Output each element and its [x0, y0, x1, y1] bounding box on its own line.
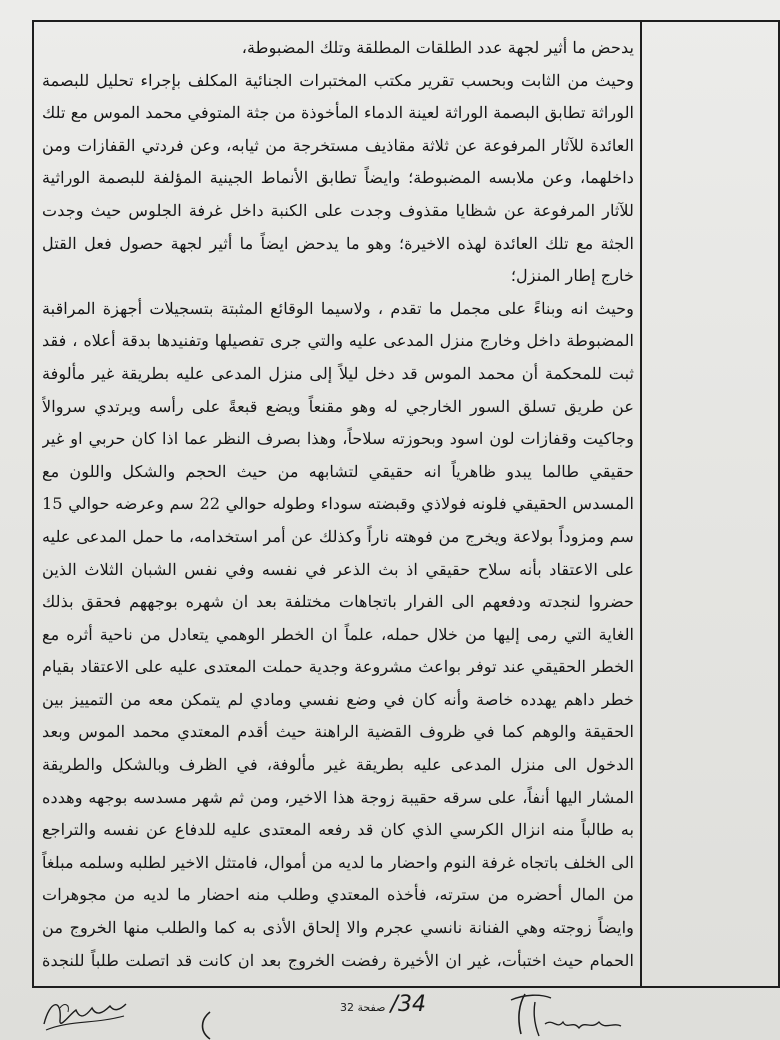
margin-rule: [640, 20, 642, 988]
signature-left: [40, 990, 130, 1036]
paragraph-2: وحيث من الثابت وبحسب تقرير مكتب المختبرات الجنائية المكلف بإجراء تحليل للبصمة الوراثة تطابق البصمة الوراثة لعينة الدماء المأخوذة من جثة المتوفي محمد الموس مع تلك العائدة للآثار المرفوعة عن ثلاثة مقاذيف مستخرجة من ثيابه، وعن فردتي القفازات ومن داخلهما، وعن ملابسه المضبوطة؛ وايضاً تطابق الأنماط الجينية المؤلفة للبصمة الوراثية للآثار المرفوعة عن شظايا مقذوف وجدت على الكنبة داخل غرفة الجلوس حيث وجدت الجثة مع تلك العائدة لهذه الاخيرة؛ وهو ما يدحض ايضاً ما أثير لجهة حصول فعل القتل خارج إطار المنزل؛: [42, 70, 634, 286]
signature-right: [505, 990, 625, 1040]
paragraph-3: وحيث انه وبناءً على مجمل ما تقدم ، ولاسيما الوقائع المثبتة بتسجيلات أجهزة المراقبة المضبوطة داخل وخارج منزل المدعى عليه والتي جرى تفصيلها وتفنيدها بدقة أعلاه ، فقد ثبت للمحكمة أن محمد الموس قد دخل ليلاً إلى منزل المدعى عليه بطريقة غير مألوفة عن طريق تسلق السور الخارجي له وهو مقنعاً ويضع قبعةً على رأسه ويرتدي سروالاً وجاكيت وقفازات لون اسود وبحوزته سلاحاً، وهذا بصرف النظر عما اذا كان حربي او غير حقيقي طالما يبدو ظاهرياً انه حقيقي لتشابهه من حيث الحجم والشكل واللون مع المسدس الحقيقي فلونه فولاذي وقبضته سوداء وطوله حوالي 22 سم وعرضه حوالي 15 سم ومزوداً بولاعة ويخرج من فوهته ناراً وكذلك عن أمر استخدامه، ما حمل المدعى عليه على الاعتقاد بأنه سلاح حقيقي اذ بث الذعر في نفسه وفي نفس الشبان الثلاث الذين حضروا لنجدته ودفعهم الى الفرار باتجاهات مختلفة بعد ان شهره بوجههم فحقق بذلك الغاية التي رمى إليها من خلال حمله، علماً ان الخطر الوهمي يتعادل من ناحية أثره مع الخطر الحقيقي عند توفر بواعث مشروعة وجدية حملت المعتدى عليه على الاعتقاد بقيام خطر داهم يهدده خاصة وأنه كان في وضع نفسي ومادي لم يتمكن معه من التمييز بين الحقيقة والوهم كما في ظروف القضية الراهنة حيث أقدم المعتدي محمد الموس وبعد الدخول الى منزل المدعى عليه بطريقة غير مألوفة، في الظرف وبالشكل والطريقة المشار اليها أنفاً، على سرقه حقيبة زوجة هذا الاخير، ومن ثم شهر مسدسه بوجهه وهدده به طالباً منه انزال الكرسي الذي كان قد رفعه المعتدى عليه للدفاع عن نفسه والتراجع الى الخلف باتجاه غرفة النوم واحضار ما لديه من أموال، فامتثل الاخير لطلبه وسلمه مبلغاً من المال أحضره من سترته، فأخذه المعتدي وطلب منه احضار ما لديه من مجوهرات وايضاً زوجته وهي الفنانة نانسي عجرم والا إلحاق الأذى به كما والطلب منها الخروج من الحمام حيث اختبأت، غير ان الأخيرة رفضت الخروج بعد ان كانت قد اتصلت طلباً للنجدة: [42, 298, 634, 970]
judgment-text: [42, 32, 634, 984]
bracket-mark: [196, 1010, 216, 1040]
page-number: [290, 992, 470, 1017]
printed-page-number: صفحة 32: [340, 1001, 386, 1014]
paragraph-1: يدحض ما أثير لجهة عدد الطلقات المطلقة وتلك المضبوطة،: [241, 38, 634, 57]
handwritten-page-number: 34/: [390, 992, 426, 1017]
